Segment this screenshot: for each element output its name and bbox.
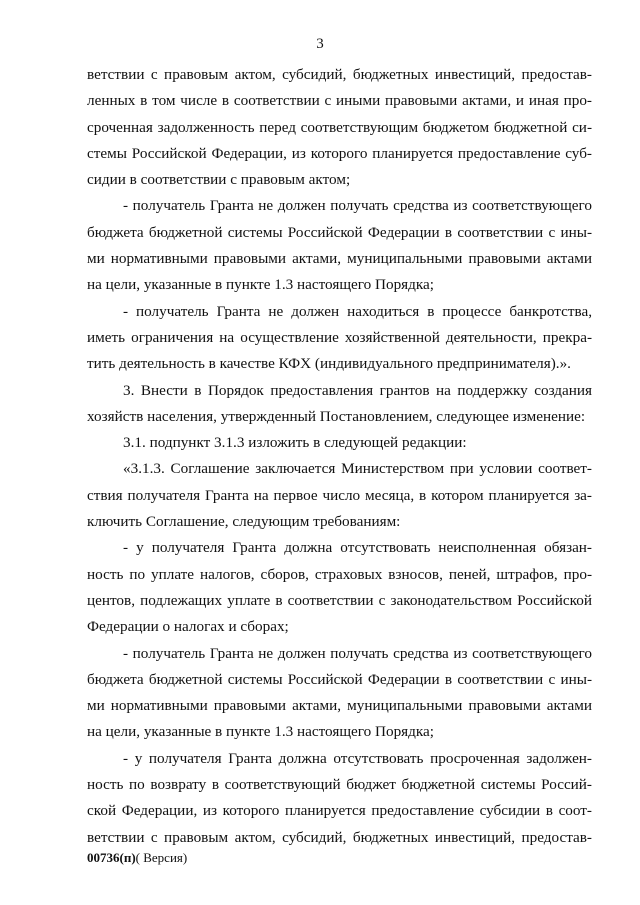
text-line: - у получателя Гранта должна отсутствовать просроченная задолжен- (123, 749, 592, 767)
page-number: 3 (316, 36, 324, 52)
text-line: 3.1. подпункт 3.1.3 изложить в следующей редакции: (123, 434, 467, 452)
text-line: ность по возврату в соответствующий бюджет бюджетной системы Россий- (87, 776, 592, 794)
text-line: сидии в соответствии с правовым актом; (87, 171, 351, 189)
text-line: - получатель Гранта не должен получать средства из соответствующего (123, 197, 592, 215)
text-line: ветствии с правовым актом, субсидий, бюджетных инвестиций, предостав- (87, 828, 592, 846)
text-line: ствия получателя Гранта на первое число месяца, в котором планируется за- (87, 486, 592, 504)
text-line: - получатель Гранта не должен получать средства из соответствующего (123, 644, 592, 662)
document-footer (87, 850, 187, 866)
text-line: бюджета бюджетной системы Российской Федерации в соответствии с ины- (87, 670, 592, 688)
text-line: стемы Российской Федерации, из которого планируется предоставление суб- (87, 144, 592, 162)
document-version: ( Версия) (135, 850, 188, 865)
text-line: иметь ограничения на осуществление хозяйственной деятельности, прекра- (87, 328, 592, 346)
text-line: хозяйств населения, утвержденный Постановлением, следующее изменение: (87, 407, 586, 425)
text-line: ми нормативными правовыми актами, муниципальными правовыми актами (87, 697, 592, 715)
text-line: Федерации о налогах и сборах; (87, 618, 289, 636)
text-line: ской Федерации, из которого планируется предоставление субсидии в соот- (87, 802, 592, 820)
text-line: на цели, указанные в пункте 1.3 настоящего Порядка; (87, 723, 434, 741)
text-line: ми нормативными правовыми актами, муниципальными правовыми актами (87, 250, 592, 268)
text-line: сроченная задолженность перед соответствующим бюджетом бюджетной си- (87, 118, 592, 136)
text-line: бюджета бюджетной системы Российской Федерации в соответствии с ины- (87, 223, 592, 241)
text-line: «3.1.3. Соглашение заключается Министерством при условии соответ- (123, 460, 592, 478)
text-line: - у получателя Гранта должна отсутствовать неисполненная обязан- (123, 539, 592, 557)
document-code: 00736(п) (87, 850, 136, 865)
text-line: 3. Внести в Порядок предоставления грантов на поддержку создания (123, 381, 592, 399)
text-line: ленных в том числе в соответствии с иными правовыми актами, и иная про- (87, 92, 592, 110)
text-line: ветствии с правовым актом, субсидий, бюджетных инвестиций, предостав- (87, 66, 592, 83)
document-body (87, 62, 592, 851)
text-line: тить деятельность в качестве КФХ (индивидуального предпринимателя).». (87, 355, 571, 373)
text-line: ность по уплате налогов, сборов, страховых взносов, пеней, штрафов, про- (87, 565, 592, 583)
text-line: ключить Соглашение, следующим требованиям: (87, 513, 401, 531)
text-line: центов, подлежащих уплате в соответствии с законодательством Российской (87, 591, 592, 609)
text-line: на цели, указанные в пункте 1.3 настоящего Порядка; (87, 276, 434, 294)
text-line: - получатель Гранта не должен находиться в процессе банкротства, (123, 302, 592, 320)
